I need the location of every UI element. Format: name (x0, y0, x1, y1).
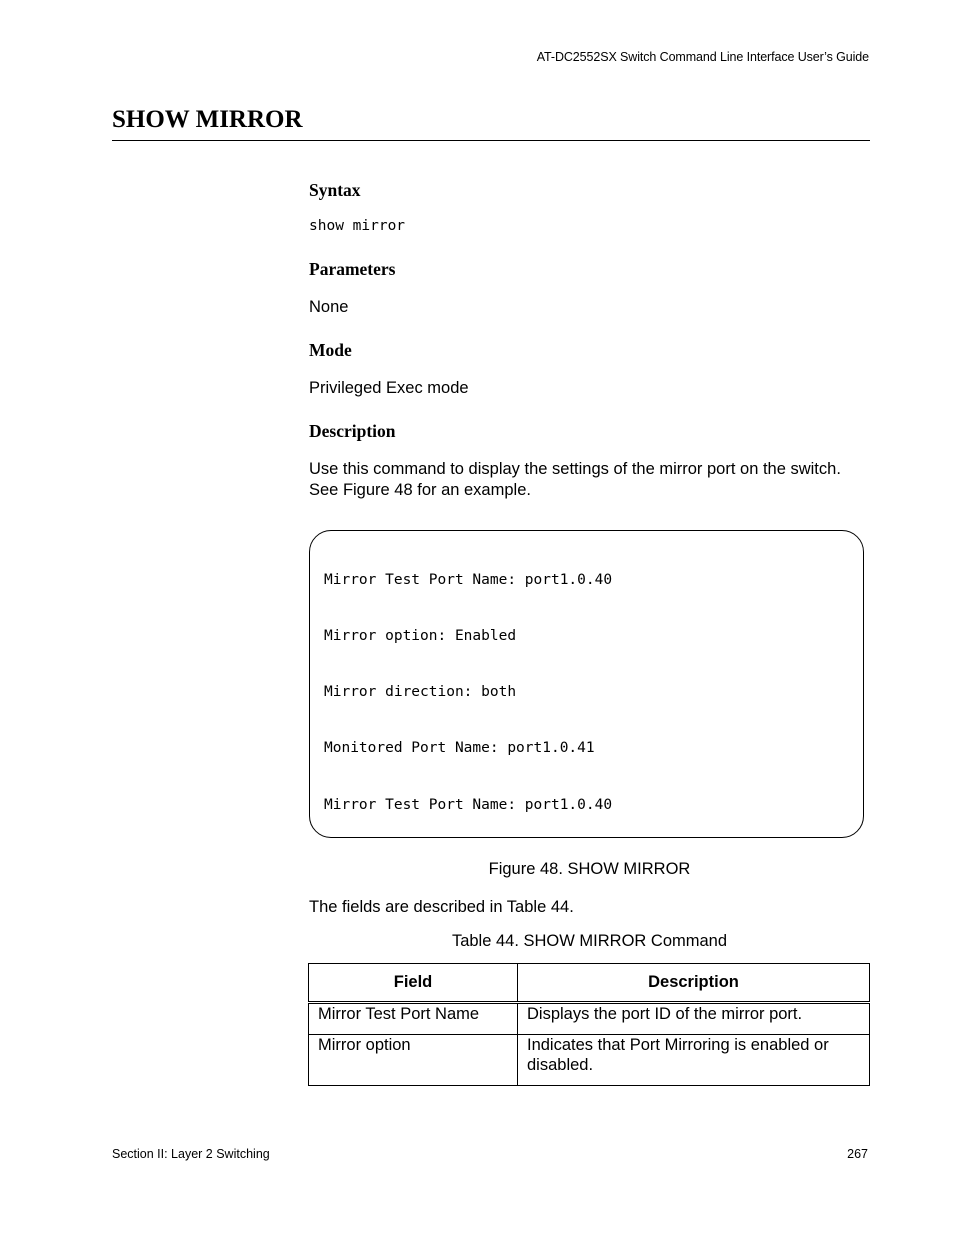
mode-text: Privileged Exec mode (309, 379, 469, 397)
table-cell-field: Mirror option (309, 1035, 518, 1086)
figure-output-box (309, 530, 864, 838)
table-header-field: Field (309, 964, 518, 1003)
footer-section: Section II: Layer 2 Switching (112, 1147, 270, 1161)
output-line: Monitored Port Name: port1.0.41 (324, 740, 595, 757)
description-heading: Description (309, 421, 396, 441)
mode-heading: Mode (309, 340, 352, 360)
fields-intro: The fields are described in Table 44. (309, 898, 574, 916)
table-row (309, 1035, 870, 1086)
page-title: SHOW MIRROR (112, 106, 303, 133)
table-cell-description: Indicates that Port Mirroring is enabled or disabled. (518, 1035, 870, 1086)
figure-caption: Figure 48. SHOW MIRROR (488, 860, 691, 878)
title-rule (112, 140, 870, 141)
description-line-2: See Figure 48 for an example. (309, 481, 531, 499)
table-row (309, 1003, 870, 1035)
fields-table-wrap (308, 963, 870, 1086)
table-cell-field: Mirror Test Port Name (309, 1003, 518, 1035)
description-line-1: Use this command to display the settings of the mirror port on the switch. (309, 460, 841, 478)
table-cell-description: Displays the port ID of the mirror port. (518, 1003, 870, 1035)
table-caption: Table 44. SHOW MIRROR Command (451, 932, 728, 950)
table-header-row (309, 964, 870, 1003)
parameters-heading: Parameters (309, 259, 396, 279)
footer-page-number: 267 (847, 1147, 868, 1161)
output-line: Mirror Test Port Name: port1.0.40 (324, 571, 613, 588)
syntax-command: show mirror (309, 218, 406, 234)
fields-table (308, 963, 870, 1086)
parameters-text: None (309, 298, 349, 316)
output-line: Mirror direction: both (324, 684, 517, 700)
output-line: Mirror Test Port Name: port1.0.40 (324, 796, 613, 813)
figure-output-lines (324, 533, 612, 838)
syntax-heading: Syntax (309, 180, 361, 200)
output-line: Mirror option: Enabled (324, 627, 517, 644)
running-header: AT-DC2552SX Switch Command Line Interface User’s Guide (536, 50, 869, 64)
table-header-description: Description (518, 964, 870, 1003)
